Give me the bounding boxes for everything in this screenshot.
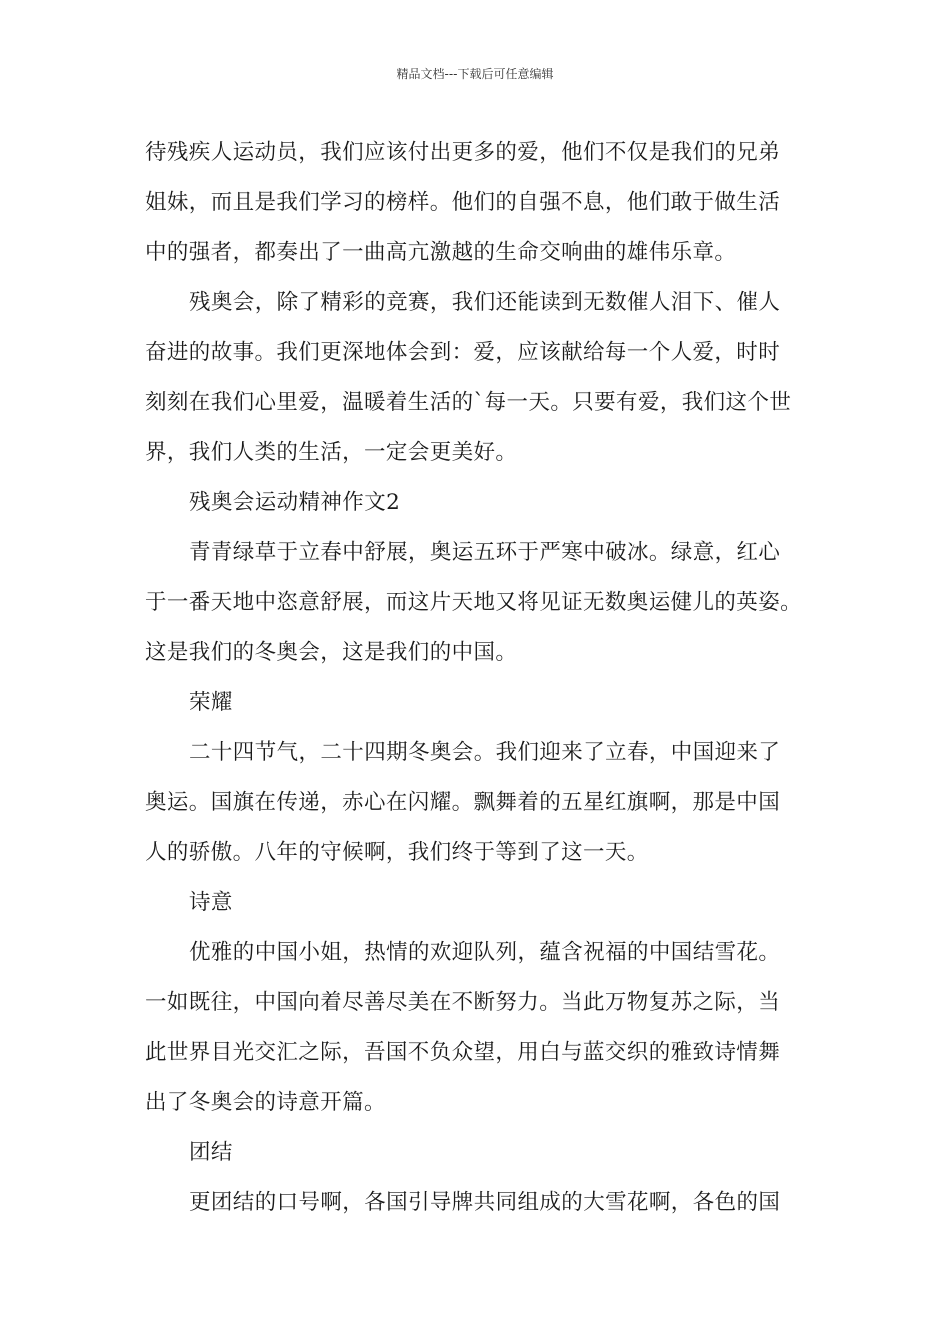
text-line: 此世界目光交汇之际，吾国不负众望，用白与蓝交织的雅致诗情舞 [145,1040,781,1065]
text-line: 二十四节气，二十四期冬奥会。我们迎来了立春，中国迎来了 [189,740,781,765]
section-title: 残奥会运动精神作文2 [189,490,401,515]
subheading: 团结 [189,1140,233,1165]
document-body [145,128,810,1228]
text-line: 中的强者，都奏出了一曲高亢激越的生命交响曲的雄伟乐章。 [145,240,737,265]
text-line: 一如既往，中国向着尽善尽美在不断努力。当此万物复苏之际，当 [145,990,781,1015]
text-line: 待残疾人运动员，我们应该付出更多的爱，他们不仅是我们的兄弟 [145,140,781,165]
text-line: 奥运。国旗在传递，赤心在闪耀。飘舞着的五星红旗啊，那是中国 [145,790,781,815]
text-line: 出了冬奥会的诗意开篇。 [145,1090,386,1115]
subheading: 诗意 [189,890,233,915]
text-line: 刻刻在我们心里爱，温暖着生活的`每一天。只要有爱，我们这个世 [145,390,792,415]
text-line: 于一番天地中恣意舒展，而这片天地又将见证无数奥运健儿的英姿。 [145,590,803,615]
text-line: 姐妹，而且是我们学习的榜样。他们的自强不息，他们敢于做生活 [145,190,781,215]
text-line: 人的骄傲。八年的守候啊，我们终于等到了这一天。 [145,840,649,865]
text-line: 奋进的故事。我们更深地体会到：爱，应该献给每一个人爱，时时 [145,340,781,365]
text-line: 青青绿草于立春中舒展，奥运五环于严寒中破冰。绿意，红心 [189,540,781,565]
subheading: 荣耀 [189,690,233,715]
page-header: 精品文档---下载后可任意编辑 [396,67,554,81]
text-line: 残奥会，除了精彩的竞赛，我们还能读到无数催人泪下、催人 [189,290,781,315]
text-line: 这是我们的冬奥会，这是我们的中国。 [145,640,518,665]
text-line: 更团结的口号啊，各国引导牌共同组成的大雪花啊，各色的国 [189,1190,781,1215]
text-line: 优雅的中国小姐，热情的欢迎队列，蕴含祝福的中国结雪花。 [189,940,781,965]
text-line: 界，我们人类的生活，一定会更美好。 [145,440,518,465]
